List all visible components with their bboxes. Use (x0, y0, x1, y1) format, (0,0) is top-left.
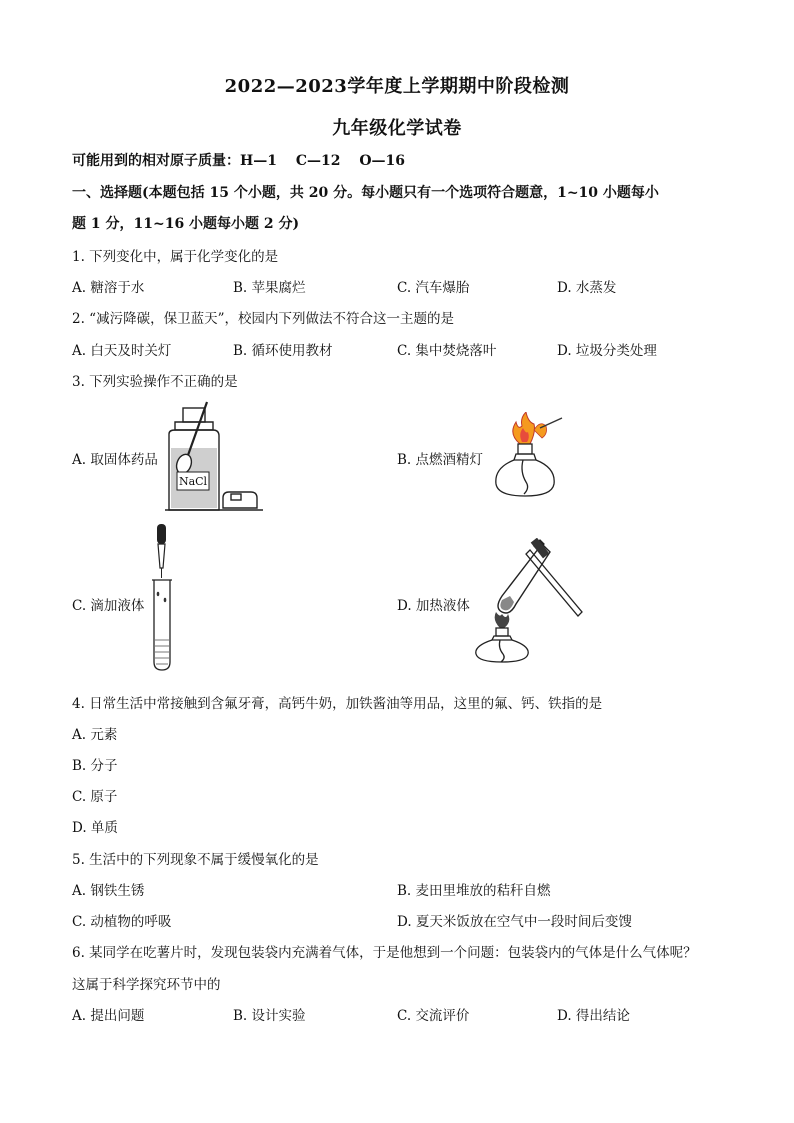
flame-icon (495, 612, 510, 628)
question-4-option-a[interactable]: A. 元素 (72, 727, 118, 743)
question-3-option-a[interactable]: A. 取固体药品 (72, 452, 158, 468)
question-6-option-b[interactable]: B. 设计实验 (233, 1008, 306, 1024)
question-6-option-c[interactable]: C. 交流评价 (397, 1008, 470, 1024)
question-4-option-d[interactable]: D. 单质 (72, 820, 118, 836)
figure-c-drop-liquid (148, 522, 178, 672)
question-2-stem: 2. “减污降碳，保卫蓝天”，校园内下列做法不符合这一主题的是 (72, 311, 454, 327)
test-tube-holder-icon (526, 540, 582, 616)
question-1-option-d[interactable]: D. 水蒸发 (557, 280, 617, 296)
question-2-option-b[interactable]: B. 循环使用教材 (233, 343, 333, 359)
question-5-option-a[interactable]: A. 钢铁生锈 (72, 883, 145, 899)
nacl-label: NaCl (178, 475, 208, 488)
question-3-option-c[interactable]: C. 滴加液体 (72, 598, 145, 614)
question-2-option-c[interactable]: C. 集中焚烧落叶 (397, 343, 497, 359)
question-3-option-d[interactable]: D. 加热液体 (397, 598, 470, 614)
dropper-icon (157, 524, 166, 578)
section-heading-line1: 一、选择题(本题包括 15 个小题，共 20 分。每小题只有一个选项符合题意，1~10 小题每小 (72, 185, 659, 201)
question-6-stem: 6. 某同学在吃薯片时，发现包装袋内充满着气体，于是他想到一个问题：包装袋内的气体是什么气体呢？ (72, 945, 697, 961)
section-heading-line2: 题 1 分，11~16 小题每小题 2 分) (72, 216, 300, 232)
question-5-stem: 5. 生活中的下列现象不属于缓慢氧化的是 (72, 852, 319, 868)
alcohol-lamp-icon (476, 628, 528, 662)
question-3-stem: 3. 下列实验操作不正确的是 (72, 374, 238, 390)
figure-a-solid-reagent (165, 400, 265, 515)
question-6-stem-continued: 这属于科学探究环节中的 (72, 977, 221, 993)
figure-d-heat-liquid (470, 538, 590, 663)
question-1-option-a[interactable]: A. 糖溶于水 (72, 280, 145, 296)
atomic-mass-line: 可能用到的相对原子质量：H—1 C—12 O—16 (72, 153, 406, 169)
exam-title: 2022—2023学年度上学期期中阶段检测 (224, 76, 570, 97)
flame-icon (513, 412, 562, 444)
question-5-option-b[interactable]: B. 麦田里堆放的秸秆自燃 (397, 883, 551, 899)
question-1-stem: 1. 下列变化中，属于化学变化的是 (72, 249, 279, 265)
question-4-option-c[interactable]: C. 原子 (72, 789, 118, 805)
question-5-option-d[interactable]: D. 夏天米饭放在空气中一段时间后变馊 (397, 914, 632, 930)
question-2-option-a[interactable]: A. 白天及时关灯 (72, 343, 172, 359)
question-1-option-c[interactable]: C. 汽车爆胎 (397, 280, 470, 296)
question-1-option-b[interactable]: B. 苹果腐烂 (233, 280, 306, 296)
question-4-option-b[interactable]: B. 分子 (72, 758, 118, 774)
test-tube-icon (498, 538, 550, 613)
question-6-option-a[interactable]: A. 提出问题 (72, 1008, 145, 1024)
question-2-option-d[interactable]: D. 垃圾分类处理 (557, 343, 657, 359)
question-5-option-c[interactable]: C. 动植物的呼吸 (72, 914, 172, 930)
figure-b-light-lamp (490, 412, 590, 502)
exam-subtitle: 九年级化学试卷 (332, 118, 462, 139)
question-6-option-d[interactable]: D. 得出结论 (557, 1008, 630, 1024)
question-3-option-b[interactable]: B. 点燃酒精灯 (397, 452, 484, 468)
question-4-stem: 4. 日常生活中常接触到含氟牙膏，高钙牛奶，加铁酱油等用品，这里的氟、钙、铁指的是 (72, 696, 603, 712)
